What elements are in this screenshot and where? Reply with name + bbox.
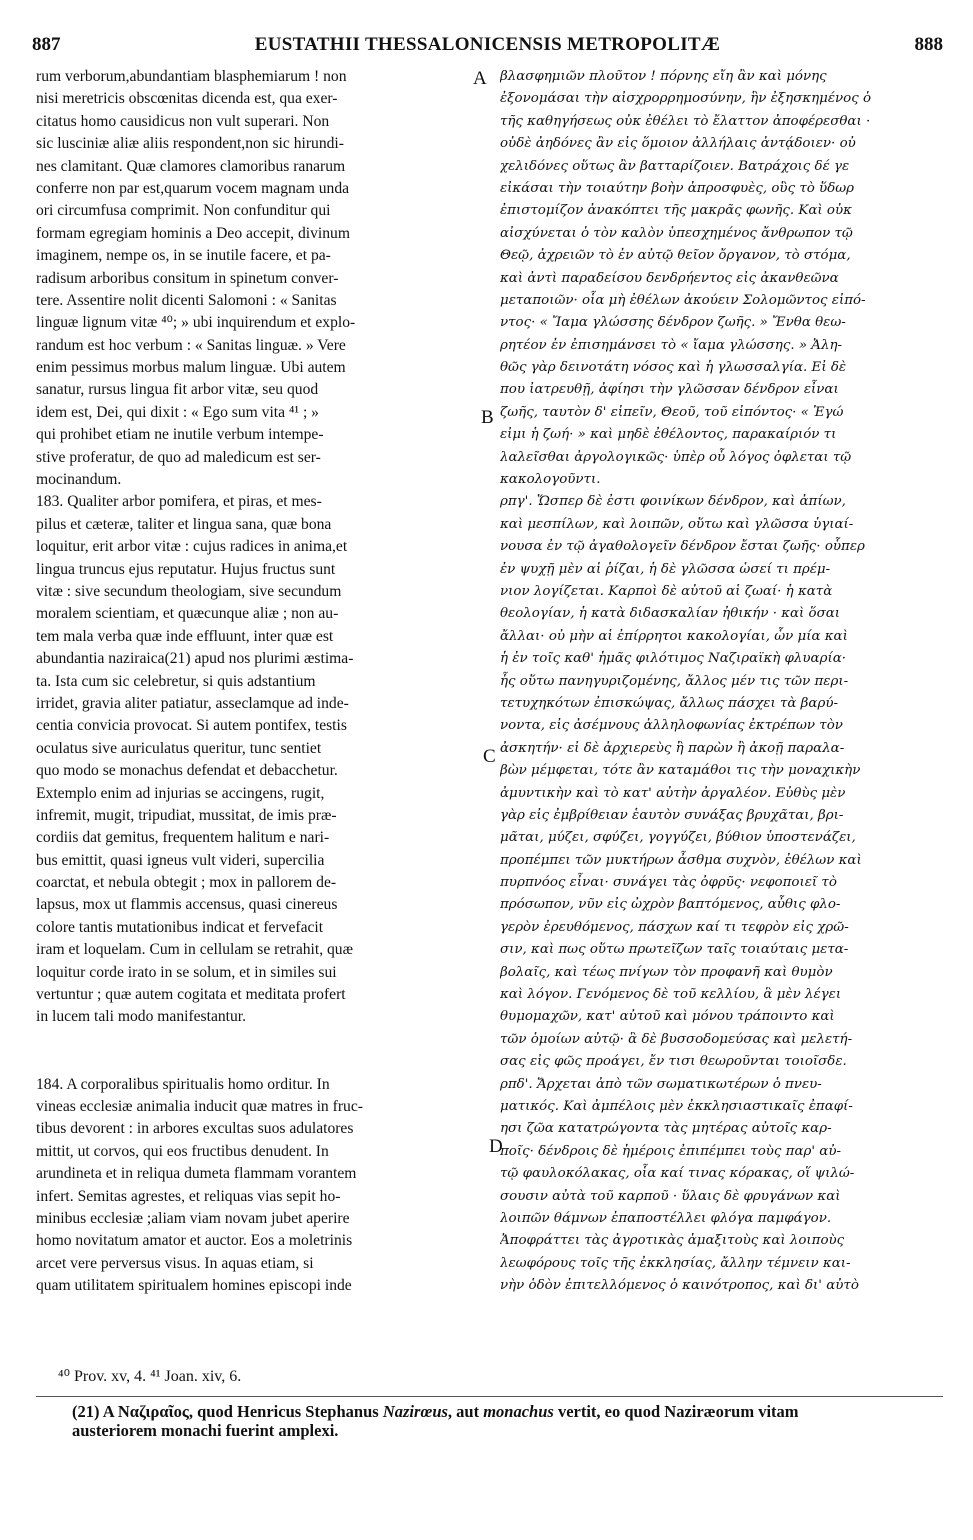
greek-text-line: εἰκάσαι τὴν τοιαύτην βοὴν ἀπροσφυὲς, οὓς τὸ ὕδωρ <box>500 180 855 196</box>
greek-text-line: σιν, καὶ πως οὕτω πρωτεῖζων ταῖς τοιαύταις μετα- <box>500 942 849 958</box>
latin-text-line: minibus ecclesiæ ;aliam viam novam jubet aperire <box>36 1209 350 1227</box>
greek-text-line: χελιδόνες οὕτως ἂν βατταρίζοιεν. Βατράχοις δέ γε <box>500 158 850 174</box>
greek-text-line: ρπδ'. Ἄρχεται ἀπὸ τῶν σωματικωτέρων ὁ πνευ- <box>500 1076 822 1092</box>
greek-text-line: ματικός. Καὶ ἀμπέλοις μὲν ἐκκλησιαστικαῖς ἐπαφί- <box>500 1098 853 1114</box>
latin-text-line <box>36 1051 484 1073</box>
greek-text-line: θῶς γὰρ δεινοτάτη νόσος καὶ ἡ γλωσσαλγία. Εἰ δὲ <box>500 360 847 376</box>
greek-text-line: σουσιν αὐτὰ τοῦ καρποῦ · ὕλαις δὲ φρυγάνων καὶ <box>500 1188 841 1204</box>
greek-text-line: γὰρ εἰς ἐμβρίθειαν ἑαυτὸν συνάξας βρυχᾶται, βρι- <box>500 807 844 823</box>
latin-text-line: iram et loquelam. Cum in cellulam se retrahit, quæ <box>36 941 353 959</box>
latin-text-line: sic lusciniæ aliæ aliis respondent,non sic hirundi- <box>36 135 344 153</box>
margin-marker-d: D <box>489 1136 503 1157</box>
page-number-right: 888 <box>914 34 943 55</box>
greek-text-line: καὶ ἀντὶ παραδείσου δενδρήεντος εἰς ἀκανθεῶνα <box>500 270 839 286</box>
latin-text-line: arundineta et in reliqua dumeta flammam vorantem <box>36 1165 357 1183</box>
latin-text-line: rum verborum,abundantiam blasphemiarum ! non <box>36 68 347 85</box>
greek-text-line: ζωῆς, ταυτὸν δ' εἰπεῖν, Θεοῦ, τοῦ εἰπόντος· « Ἐγώ <box>500 404 844 420</box>
latin-text-line: abundantia naziraica(21) apud nos plurimi æstima- <box>36 650 354 668</box>
latin-text-line: stive proferatur, de quo ad maledicum est ser- <box>36 448 321 466</box>
latin-text-line: colore tantis mutationibus indicat et fervefacit <box>36 918 324 936</box>
latin-text-line: nisi meretricis obscœnitas dicenda est, qua exer- <box>36 90 338 108</box>
greek-text-line: ἀσκητήν· εἰ δὲ ἀρχιερεὺς ἢ παρὼν ἢ ἀκοῇ παραλα- <box>500 740 845 756</box>
latin-text-line: infert. Semitas agrestes, et reliquas vias sepit ho- <box>36 1187 341 1205</box>
greek-text-line: ἐν ψυχῇ μὲν αἱ ῥίζαι, ἡ δὲ γλῶσσα ὡσεί τι πρέμ- <box>500 561 831 577</box>
margin-marker-a: A <box>473 68 487 89</box>
greek-text-line: νοντα, εἰς ἀσέμνους ἀλληλοφωνίας ἐκτρέπων τὸν <box>500 718 843 734</box>
latin-text-line: cordiis dat gemitus, frequentem halitum e nari- <box>36 829 330 847</box>
greek-text-line: ντος· « Ἴαμα γλώσσης δένδρον ζωῆς. » Ἔνθα θεω- <box>500 315 846 331</box>
footnote <box>72 1402 942 1440</box>
greek-text-line: βλασφημιῶν πλοῦτον ! πόρνης εἴη ἂν καὶ μόνης <box>500 69 827 84</box>
latin-text-line: irridet, gravia aliter patiatur, asseclamque ad inde- <box>36 694 349 712</box>
greek-text-line: κακολογοῦντι. <box>500 472 601 488</box>
greek-text-line: λοιπῶν θάμνων ἐπαποστέλλει φλόγα παμφάγον. <box>500 1210 832 1226</box>
greek-text-line: λαλεῖσθαι ἀργολογικῶς· ὑπὲρ οὗ λόγος ὀφλεται τῷ <box>500 449 852 465</box>
latin-text-line: formam egregiam hominis a Deo accepit, divinum <box>36 224 350 242</box>
greek-text-line: νουσα ἐν τῷ ἀγαθολογεῖν δένδρον ἔσται ζωῆς· οὗπερ <box>500 539 865 555</box>
latin-text-line: sanatur, rursus lingua fit arbor vitæ, seu quod <box>36 381 319 399</box>
greek-text-line: καὶ μεσπίλων, καὶ λοιπῶν, οὕτω καὶ γλῶσσα ὑγιαί- <box>500 516 854 532</box>
greek-text-line: ρπγ'. Ὥσπερ δὲ ἐστι φοινίκων δένδρον, καὶ ἀπίων, <box>500 494 846 510</box>
latin-text-line: idem est, Dei, qui dixit : « Ego sum vita ⁴¹ ; » <box>36 403 319 421</box>
greek-text-line: καὶ λόγον. Γενόμενος δὲ τοῦ κελλίου, ἃ μὲν λέγει <box>500 987 842 1003</box>
page-number-left: 887 <box>32 34 61 55</box>
latin-text-line: tibus devorent : in arbores excultas suos adulatores <box>36 1120 354 1138</box>
greek-text-line: βολαῖς, καὶ τέως πνίγων τὸν προφανῆ καὶ θυμὸν <box>500 964 833 980</box>
running-header <box>32 34 943 60</box>
latin-text-line: vineas ecclesiæ animalia inducit quæ matres in fruc- <box>36 1097 363 1115</box>
greek-text-line: μεταποιῶν· οἷα μὴ ἐθέλων ἀκούειν Σολομῶντος εἰπό- <box>500 292 866 308</box>
latin-text-line: arcet vere perversus visus. In aquas etiam, si <box>36 1254 314 1272</box>
latin-text-line: oculatus sive auriculatus queritur, tunc sentiet <box>36 739 322 757</box>
latin-text-line: tere. Assentire nolit dicenti Salomoni : « Sanitas <box>36 291 337 309</box>
greek-text-line: ησι ζῶα κατατρώγοντα τὰς μητέρας αὐτοῖς καρ- <box>500 1121 832 1137</box>
greek-text-line: λεωφόρους τοῖς τῆς ἐκκλησίας, ἄλλην τέμνειν και- <box>500 1255 851 1271</box>
latin-text-line <box>36 1029 484 1051</box>
latin-text-line: linguæ lignum vitæ ⁴⁰; » ubi inquirendum et explo- <box>36 314 356 332</box>
latin-text-line: moralem scientiam, et quæcunque aliæ ; non au- <box>36 605 339 623</box>
greek-text-line: εἰμι ἡ ζωή· » καὶ μηδὲ ἐθέλοντος, παρακαίριόν τι <box>500 427 837 443</box>
greek-text-line: πυρπνόος εἶναι· συνάγει τὰς ὀφρῦς· νεφοποιεῖ τὸ <box>500 875 837 891</box>
footnote-line-2: austeriorem monachi fuerint amplexi. <box>72 1421 339 1440</box>
footnote-divider <box>36 1396 943 1397</box>
latin-text-line: conferre non par est,quarum vocem magnam unda <box>36 179 350 197</box>
greek-text-line: μᾶται, μύζει, σφύζει, γογγύζει, βύθιον ὑποστενάζει, <box>500 830 856 846</box>
latin-text-line: Extemplo enim ad injurias se accingens, rugit, <box>36 784 325 802</box>
greek-text-line: νιον λογίζεται. Καρποὶ δὲ αὐτοῦ αἱ ζωαί· ἡ κατὰ <box>500 583 833 599</box>
greek-text-line: ἄλλαι· οὐ μὴν αἱ ἐπίρρητοι κακολογίαι, ὧν μία καὶ <box>500 628 848 644</box>
running-title: EUSTATHII THESSALONICENSIS METROPOLITÆ <box>254 34 721 55</box>
latin-text-line: qui prohibet etiam ne inutile verbum intempe- <box>36 426 324 444</box>
greek-text-line: ἀμυντικὴν καὶ τὸ κατ' αὐτὴν ἀργαλέον. Εὐθὺς μὲν <box>500 785 846 801</box>
greek-text-line: πρόσωπον, νῦν εἰς ὠχρὸν βαπτόμενος, αὖθις φλο- <box>500 897 841 913</box>
footnote-italic-2: monachus <box>483 1402 554 1421</box>
latin-text-line: imaginem, nempe os, in se inutile facere, et pa- <box>36 247 331 265</box>
latin-text-line: citatus homo causidicus non vult superari. Non <box>36 112 330 130</box>
greek-text-line: ἧς οὕτω πανηγυριζομένης, ἄλλος μέν τις τῶν περι- <box>500 673 849 689</box>
latin-text-line: loquitur corde irato in se solum, et in similes sui <box>36 963 337 981</box>
latin-text-line: nes clamitant. Quæ clamores clamoribus ranarum <box>36 157 346 175</box>
latin-text-line: loquitur, erit arbor vitæ : cujus radices in anima,et <box>36 538 348 556</box>
latin-text-line: infremit, mugit, tripudiat, mussitat, de imis præ- <box>36 806 337 824</box>
latin-text-line: mittit, ut corvos, qui eos fructibus denudent. In <box>36 1142 329 1160</box>
greek-text-line: προπέμπει τῶν μυκτήρων ἆσθμα συχνὸν, ἐθέλων καὶ <box>500 852 862 868</box>
latin-text-line: vertuntur ; quæ autem cogitata et meditata profert <box>36 986 346 1004</box>
greek-text-line: τετυχηκότων ἐπισκώψας, ἄλλως πάσχει τὰ βαρύ- <box>500 695 838 711</box>
greek-text-line: οὐδὲ ἀηδόνες ἂν εἰς ὅμοιον ἀλλήλαις ἀντᾴδοιεν· οὐ <box>500 136 856 152</box>
footnote-italic-1: Nazirœus <box>382 1402 448 1421</box>
greek-text-line: νὴν ὁδὸν ἐπιτελλόμενος ὁ καινότροπος, καὶ δι' αὐτὸ <box>500 1278 859 1294</box>
greek-text-line: Θεῷ, ἀχρειῶν τὸ ἐν αὐτῷ θεῖον ὄργανον, τὸ στόμα, <box>500 248 851 264</box>
greek-text-line: αἰσχύνεται ὁ τὸν καλὸν ὑπεσχημένος ἄνθρωπον τῷ <box>500 225 853 241</box>
greek-column <box>500 66 940 1297</box>
greek-text-line: που ἰατρευθῇ, ἀφίησι τὴν γλῶσσαν δένδρον εἶναι <box>500 382 839 398</box>
greek-text-line: θυμομαχῶν, κατ' αὐτοῦ καὶ μόνου τράποιντο καὶ <box>500 1009 835 1025</box>
greek-text-line: τῆς καθηγήσεως οὐκ ἐθέλει τὸ ἔλαττον ἀποφέρεσθαι · <box>500 113 871 129</box>
latin-text-line: vitæ : sive secundum theologiam, sive secundum <box>36 582 342 600</box>
latin-text-line: randum est hoc verbum : « Sanitas linguæ. » Vere <box>36 336 346 354</box>
latin-text-line: centia convicia provocat. Si autem pontifex, testis <box>36 717 347 735</box>
greek-text-line: Ἀποφράττει τὰς ἀγροτικὰς ἁμαξιτοὺς καὶ λοιποὺς <box>500 1233 845 1249</box>
latin-text-line: 183. Qualiter arbor pomifera, et piras, et mes- <box>36 493 322 511</box>
latin-text-line: lingua truncus ejus reputatur. Hujus fructus sunt <box>36 560 336 578</box>
latin-text-line: in lucem tali modo manifestantur. <box>36 1008 247 1026</box>
greek-text-line: γερὸν ἐρευθόμενος, πάσχων καί τι τεφρὸν εἰς χρῶ- <box>500 919 849 935</box>
greek-text-line: ἐπιστομίζον ἀνακόπτει τῆς μακρᾶς φωνῆς. Καὶ οὐκ <box>500 203 852 219</box>
latin-text-line: quo modo se monachus defendat et debacchetur. <box>36 762 338 780</box>
greek-text-line: ρητέον ἐν ἐπισημάνσει τὸ « ἴαμα γλώσσης. » Ἀλη- <box>500 337 842 353</box>
latin-text-line: enim pessimus morbus malum linguæ. Ubi autem <box>36 359 346 377</box>
latin-text-line: quam utilitatem spiritualem homines episcopi inde <box>36 1277 352 1295</box>
greek-text-line: ποῖς· δένδροις δὲ ἡμέροις ἐπιπέμπει τοὺς παρ' αὐ- <box>500 1143 842 1159</box>
latin-text-line: 184. A corporalibus spiritualis homo orditur. In <box>36 1075 330 1093</box>
margin-marker-c: C <box>483 746 496 767</box>
latin-text-line: radisum arboribus consitum in spinetum conver- <box>36 269 339 287</box>
latin-text-line: bus emittit, quasi igneus vult videri, supercilia <box>36 851 325 869</box>
latin-text-line: homo novitatum amator et auctor. Eos a moletrinis <box>36 1232 353 1250</box>
greek-text-line: ἡ ἐν τοῖς καθ' ἡμᾶς φιλότιμος Ναζιραϊκὴ φλυαρία· <box>500 651 846 667</box>
latin-column <box>36 66 484 1297</box>
greek-text-line: ἐξονομάσαι τὴν αἰσχρορρημοσύνην, ἣν ἐξησκημένος ὁ <box>500 91 872 107</box>
footnote-line-1: (21) Α Ναζιραῖος, quod Henricus Stephanus Nazirœus, aut monachus vertit, eo quod Naziræorum vitam <box>72 1402 799 1421</box>
greek-text-line: τῷ φαυλοκόλακας, οἷα καί τινας κόρακας, οἵ ψιλώ- <box>500 1166 855 1182</box>
latin-text-line: ta. Ista cum sic celebretur, si quis adstantium <box>36 672 316 690</box>
greek-text-line: τῶν ὁμοίων αὐτῷ· ἃ δὲ βυσσοδομεύσας καὶ μελετή- <box>500 1031 853 1047</box>
greek-text-line: θεολογίαν, ἡ κατὰ διδασκαλίαν ἠθικήν · καὶ ὅσαι <box>500 606 841 622</box>
latin-text-line: coarctat, et nebula obtegit ; mox in pallorem de- <box>36 874 337 892</box>
scripture-notes: ⁴⁰ Prov. xv, 4. ⁴¹ Joan. xiv, 6. <box>58 1368 242 1385</box>
greek-text-line: βὼν μέμφεται, τότε ἂν καταμάθοι τις τὴν μοναχικὴν <box>500 763 861 779</box>
latin-text-line: pilus et cæteræ, taliter et lingua sana, quæ bona <box>36 515 332 533</box>
latin-text-line: ori circumfusa comprimit. Non confunditur qui <box>36 202 331 220</box>
margin-marker-b: B <box>481 407 494 428</box>
greek-text-line: σας εἰς φῶς προάγει, ἔν τισι θεωροῦνται τοιοῖσδε. <box>500 1054 847 1070</box>
latin-text-line: tem mala verba quæ inde effluunt, inter quæ est <box>36 627 334 645</box>
latin-text-line: mocinandum. <box>36 471 122 489</box>
latin-text-line: lapsus, mox ut flammis accensus, quasi cinereus <box>36 896 338 914</box>
